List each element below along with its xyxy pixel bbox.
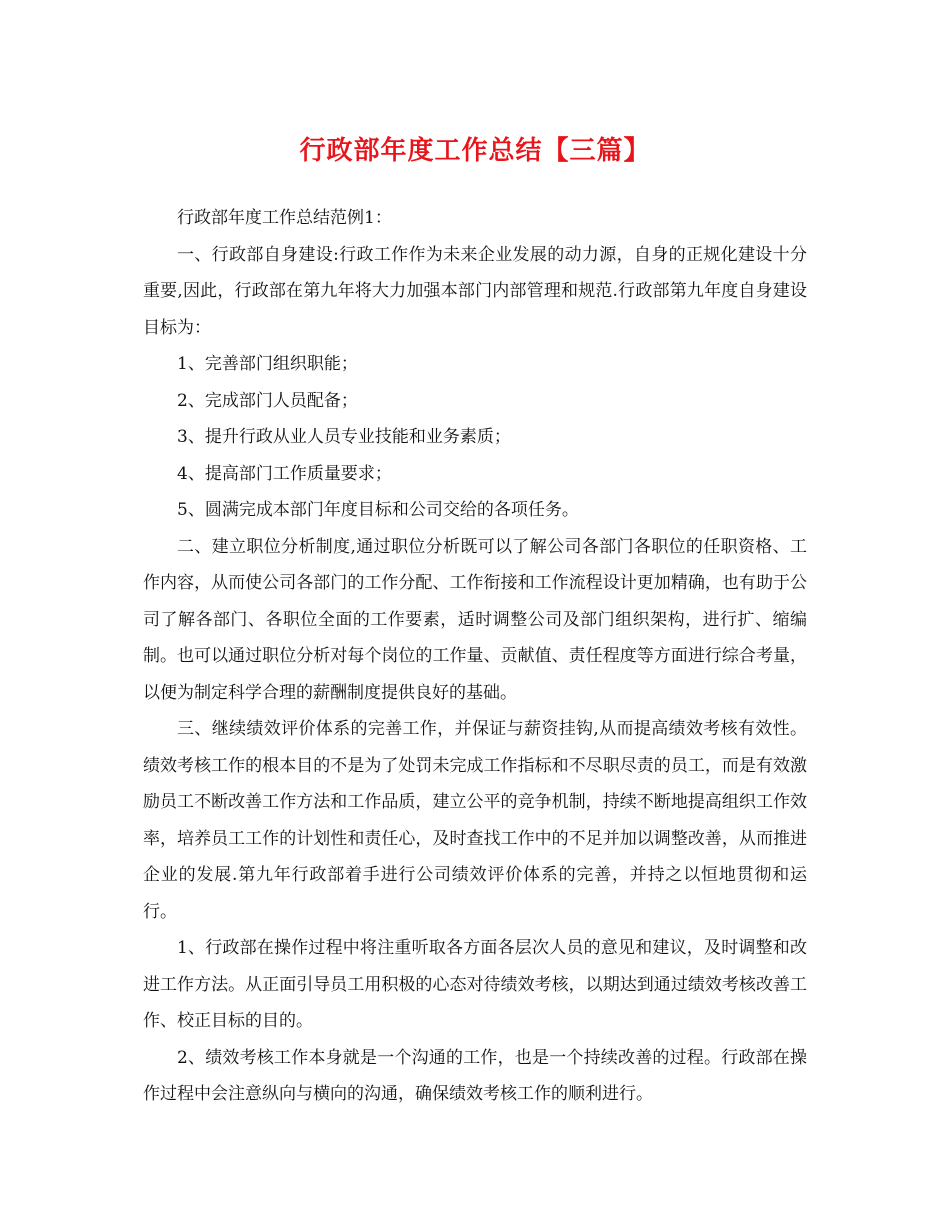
paragraph-point-1: 1、行政部在操作过程中将注重听取各方面各层次人员的意见和建议，及时调整和改进工作方法。从正面引导员工用积极的心态对待绩效考核，以期达到通过绩效考核改善工作、校正目标的目的。: [143, 938, 807, 1031]
paragraph-point-2: 2、绩效考核工作本身就是一个沟通的工作，也是一个持续改善的过程。行政部在操作过程中会注意纵向与横向的沟通，确保绩效考核工作的顺利进行。: [143, 1047, 807, 1104]
paragraph-section-3: 三、继续绩效评价体系的完善工作，并保证与薪资挂钩,从而提高绩效考核有效性。绩效考核工作的根本目的不是为了处罚未完成工作指标和不尽职尽责的员工，而是有效激励员工不断改善工作方法和工作品质，建立公平的竞争机制，持续不断地提高组织工作效率，培养员工工作的计划性和责任心，及时查找工作中的不足并加以调整改善，从而推进企业的发展.第九年行政部着手进行公司绩效评价体系的完善，并持之以恒地贯彻和运行。: [143, 719, 807, 922]
list-item-goal-2: 2、完成部门人员配备；: [177, 390, 358, 411]
list-item-goal-1: 1、完善部门组织职能；: [177, 354, 358, 374]
list-item-goal-4: 4、提高部门工作质量要求；: [177, 463, 392, 484]
list-item-goal-5: 5、圆满完成本部门年度目标和公司交给的各项任务。: [177, 500, 579, 520]
paragraph-section-2: 二、建立职位分析制度,通过职位分析既可以了解公司各部门各职位的任职资格、工作内容，从而使公司各部门的工作分配、工作衔接和工作流程设计更加精确，也有助于公司了解各部门、各职位全面的工作要素，适时调整公司及部门组织架构，进行扩、缩编制。也可以通过职位分析对每个岗位的工作量、贡献值、责任程度等方面进行综合考量，以便为制定科学合理的薪酬制度提供良好的基础。: [143, 536, 807, 703]
paragraph-example-heading: 行政部年度工作总结范例1：: [177, 208, 392, 228]
document-title: 行政部年度工作总结【三篇】: [299, 136, 651, 166]
paragraph-section-1: 一、行政部自身建设:行政工作作为未来企业发展的动力源，自身的正规化建设十分重要,因此，行政部在第九年将大力加强本部门内部管理和规范.行政部第九年度自身建设目标为：: [143, 244, 807, 338]
list-item-goal-3: 3、提升行政从业人员专业技能和业务素质；: [177, 427, 511, 447]
document-body: [143, 200, 807, 1113]
